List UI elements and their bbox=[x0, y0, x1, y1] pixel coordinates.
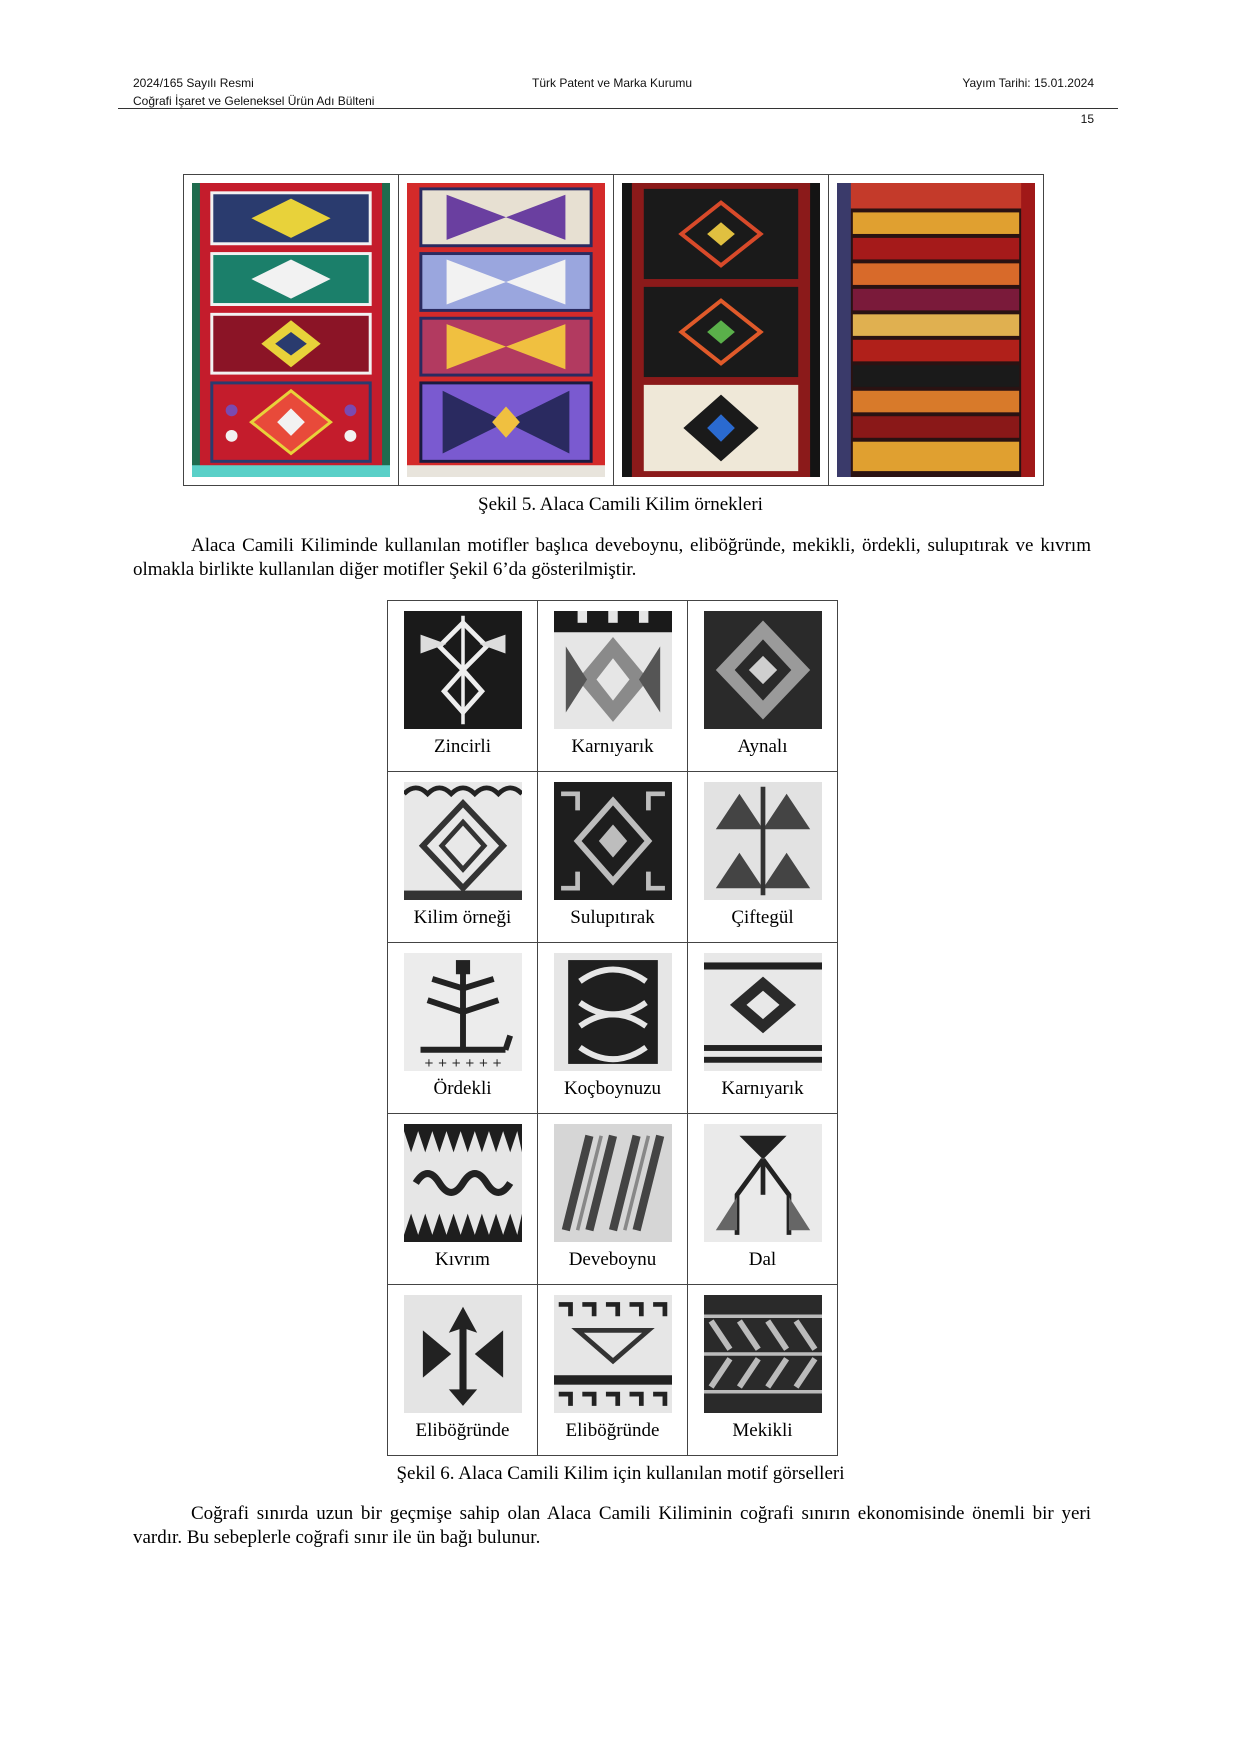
motif-row bbox=[388, 1285, 838, 1456]
motif-label: Dal bbox=[748, 1249, 777, 1270]
dal-motif-image bbox=[704, 1124, 822, 1242]
bulletin-title: Coğrafi İşaret ve Geleneksel Ürün Adı Bülteni bbox=[133, 94, 375, 108]
motif-row bbox=[388, 943, 838, 1114]
motif-cell bbox=[688, 1285, 838, 1456]
motif-cell bbox=[688, 1114, 838, 1285]
motif-label: Karnıyarık bbox=[571, 736, 654, 757]
kivrim-motif-image bbox=[404, 1124, 522, 1242]
motif-cell bbox=[388, 1285, 538, 1456]
karniyarik-2-motif-image bbox=[704, 953, 822, 1071]
kilim-photo-3-image bbox=[622, 183, 820, 477]
ciftegul-motif-image bbox=[704, 782, 822, 900]
svg-text:+ + + + + +: + + + + + + bbox=[423, 1055, 502, 1070]
figure-6-motif-table bbox=[387, 600, 838, 1456]
motif-cell bbox=[538, 1114, 688, 1285]
page-number: 15 bbox=[1080, 112, 1094, 126]
figure-5-caption: Şekil 5. Alaca Camili Kilim örnekleri bbox=[478, 494, 763, 515]
motif-label: Kilim örneği bbox=[413, 907, 512, 928]
motif-row bbox=[388, 772, 838, 943]
motif-cell bbox=[688, 943, 838, 1114]
motif-cell bbox=[538, 1285, 688, 1456]
motif-label: Karnıyarık bbox=[721, 1078, 804, 1099]
elibogrunde-2-motif-image bbox=[554, 1295, 672, 1413]
figure-5-photos bbox=[183, 174, 1044, 486]
sulupitirak-motif-image bbox=[554, 782, 672, 900]
motif-label: Çiftegül bbox=[731, 907, 794, 928]
karniyarik-motif-image bbox=[554, 611, 672, 729]
ordekli-motif-image bbox=[404, 953, 522, 1071]
motif-label: Ördekli bbox=[433, 1078, 492, 1099]
kilim-photo-1-image bbox=[192, 183, 390, 477]
paragraph-motifs-intro-text: Alaca Camili Kiliminde kullanılan motifler başlıca deveboynu, eliböğründe, mekikli, ördekli, sulupıtırak ve kıvrım olmakla birlikte kullanılan diğer motifler Şekil 6’da gösterilmiştir. bbox=[133, 535, 1091, 580]
motif-cell bbox=[688, 772, 838, 943]
kilim-photo-2 bbox=[399, 175, 614, 485]
motif-label: Zincirli bbox=[434, 736, 491, 757]
paragraph-motifs-intro bbox=[133, 534, 1091, 582]
motif-label: Kıvrım bbox=[435, 1249, 490, 1270]
motif-label: Eliböğründe bbox=[415, 1420, 510, 1441]
header-divider bbox=[118, 108, 1118, 109]
motif-label: Aynalı bbox=[737, 736, 788, 757]
zincirli-motif-image bbox=[404, 611, 522, 729]
motif-label: Mekikli bbox=[732, 1420, 793, 1441]
kilim-photo-4 bbox=[829, 175, 1043, 485]
kilim-photo-3 bbox=[614, 175, 829, 485]
institution-name: Türk Patent ve Marka Kurumu bbox=[532, 76, 693, 90]
kilim-photo-4-image bbox=[837, 183, 1035, 477]
deveboynu-motif-image bbox=[554, 1124, 672, 1242]
aynali-motif-image bbox=[704, 611, 822, 729]
motif-cell bbox=[538, 943, 688, 1114]
motif-cell bbox=[388, 772, 538, 943]
motif-label: Sulupıtırak bbox=[570, 907, 655, 928]
elibogrunde-motif-image bbox=[404, 1295, 522, 1413]
kilim-photo-1 bbox=[184, 175, 399, 485]
motif-label: Eliböğründe bbox=[565, 1420, 660, 1441]
kilim-ornegi-motif-image bbox=[404, 782, 522, 900]
motif-cell bbox=[538, 772, 688, 943]
motif-label: Deveboynu bbox=[568, 1249, 657, 1270]
kocboynuzu-motif-image bbox=[554, 953, 672, 1071]
figure-6-caption: Şekil 6. Alaca Camili Kilim için kullanılan motif görselleri bbox=[396, 1463, 845, 1484]
motif-cell bbox=[388, 1114, 538, 1285]
motif-cell bbox=[388, 601, 538, 772]
paragraph-economy bbox=[133, 1502, 1091, 1550]
motif-cell bbox=[388, 943, 538, 1114]
motif-cell bbox=[538, 601, 688, 772]
motif-label: Koçboynuzu bbox=[563, 1078, 662, 1099]
motif-row bbox=[388, 601, 838, 772]
bulletin-number: 2024/165 Sayılı Resmi bbox=[133, 76, 254, 90]
motif-cell bbox=[688, 601, 838, 772]
kilim-photo-2-image bbox=[407, 183, 605, 477]
publication-date: Yayım Tarihi: 15.01.2024 bbox=[962, 76, 1094, 90]
motif-row bbox=[388, 1114, 838, 1285]
paragraph-economy-text: Coğrafi sınırda uzun bir geçmişe sahip olan Alaca Camili Kiliminin coğrafi sınırın ekonomisinde önemli bir yeri vardır. Bu sebeplerle coğrafi sınır ile ün bağı bulunur. bbox=[133, 1503, 1091, 1548]
mekikli-motif-image bbox=[704, 1295, 822, 1413]
